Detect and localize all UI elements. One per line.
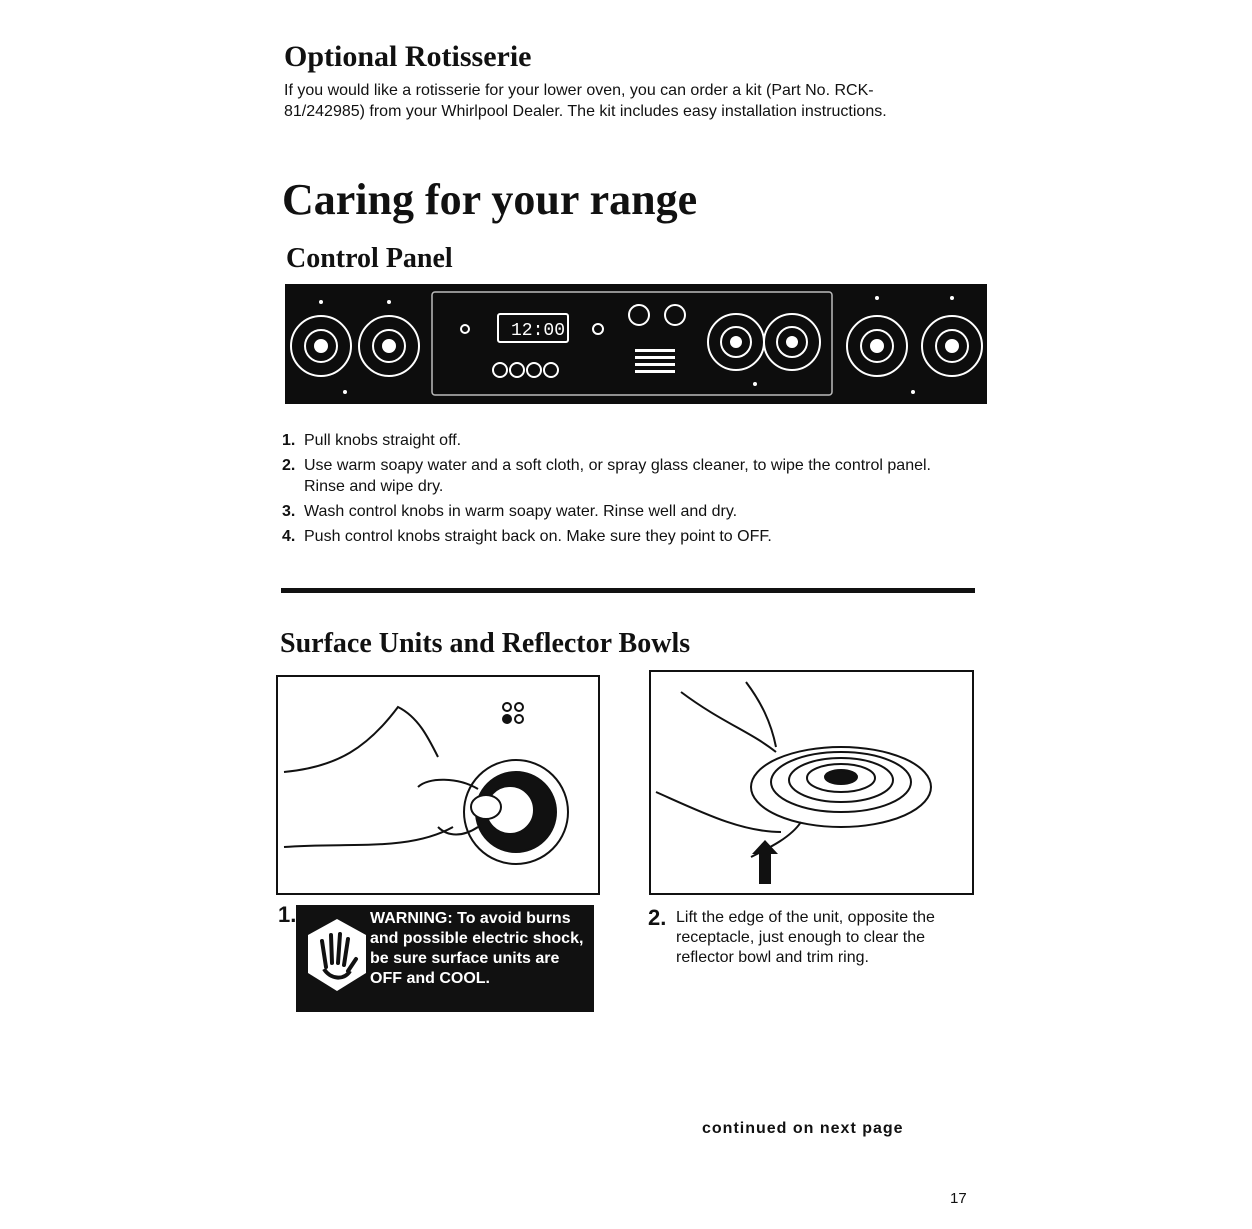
hand-pulling-knob-drawing [278,677,598,893]
step-text: Push control knobs straight back on. Make sure they point to OFF. [304,528,772,545]
step-number: 2. [282,457,296,474]
knob-removal-figure [276,675,600,895]
step-text: Wash control knobs in warm soapy water. Rinse well and dry. [304,503,738,520]
step-number: 1. [282,432,296,449]
step-number-2: 2. [648,905,667,930]
list-item [282,526,962,547]
control-panel-illustration [285,284,987,404]
step-number-1: 1. [278,902,297,927]
clock-display-text: 12:00 [511,321,566,341]
control-panel-steps [282,430,962,551]
section-divider [281,588,975,593]
lifting-surface-unit-drawing [651,672,972,893]
step-text: Use warm soapy water and a soft cloth, or spray glass cleaner, to wipe the control panel. Rinse and wipe dry. [304,457,931,495]
list-item [282,430,962,451]
list-item [282,455,962,497]
step-2-text: Lift the edge of the unit, opposite the receptacle, just enough to clear the reflector bowl and trim ring. [676,909,935,966]
control-panel-heading: Control Panel [286,243,453,274]
continued-note: continued on next page [702,1120,904,1137]
step-number: 4. [282,528,296,545]
page-number: 17 [950,1190,967,1207]
hand-warning-icon [304,915,370,995]
step-text: Pull knobs straight off. [304,432,462,449]
list-item [282,501,962,522]
warning-text: WARNING: To avoid burns and possible electric shock, be sure surface units are OFF and COOL. [370,910,584,987]
page-title: Caring for your range [282,175,698,224]
control-panel-drawing [285,284,987,404]
rotisserie-heading: Optional Rotisserie [284,40,532,73]
rotisserie-body: If you would like a rotisserie for your lower oven, you can order a kit (Part No. RCK-81/242985) from your Whirlpool Dealer. The kit includes easy installation instructions. [284,82,887,120]
step-number: 3. [282,503,296,520]
reflector-bowl-figure [649,670,974,895]
surface-units-heading: Surface Units and Reflector Bowls [280,628,691,659]
warning-box [296,905,594,1012]
